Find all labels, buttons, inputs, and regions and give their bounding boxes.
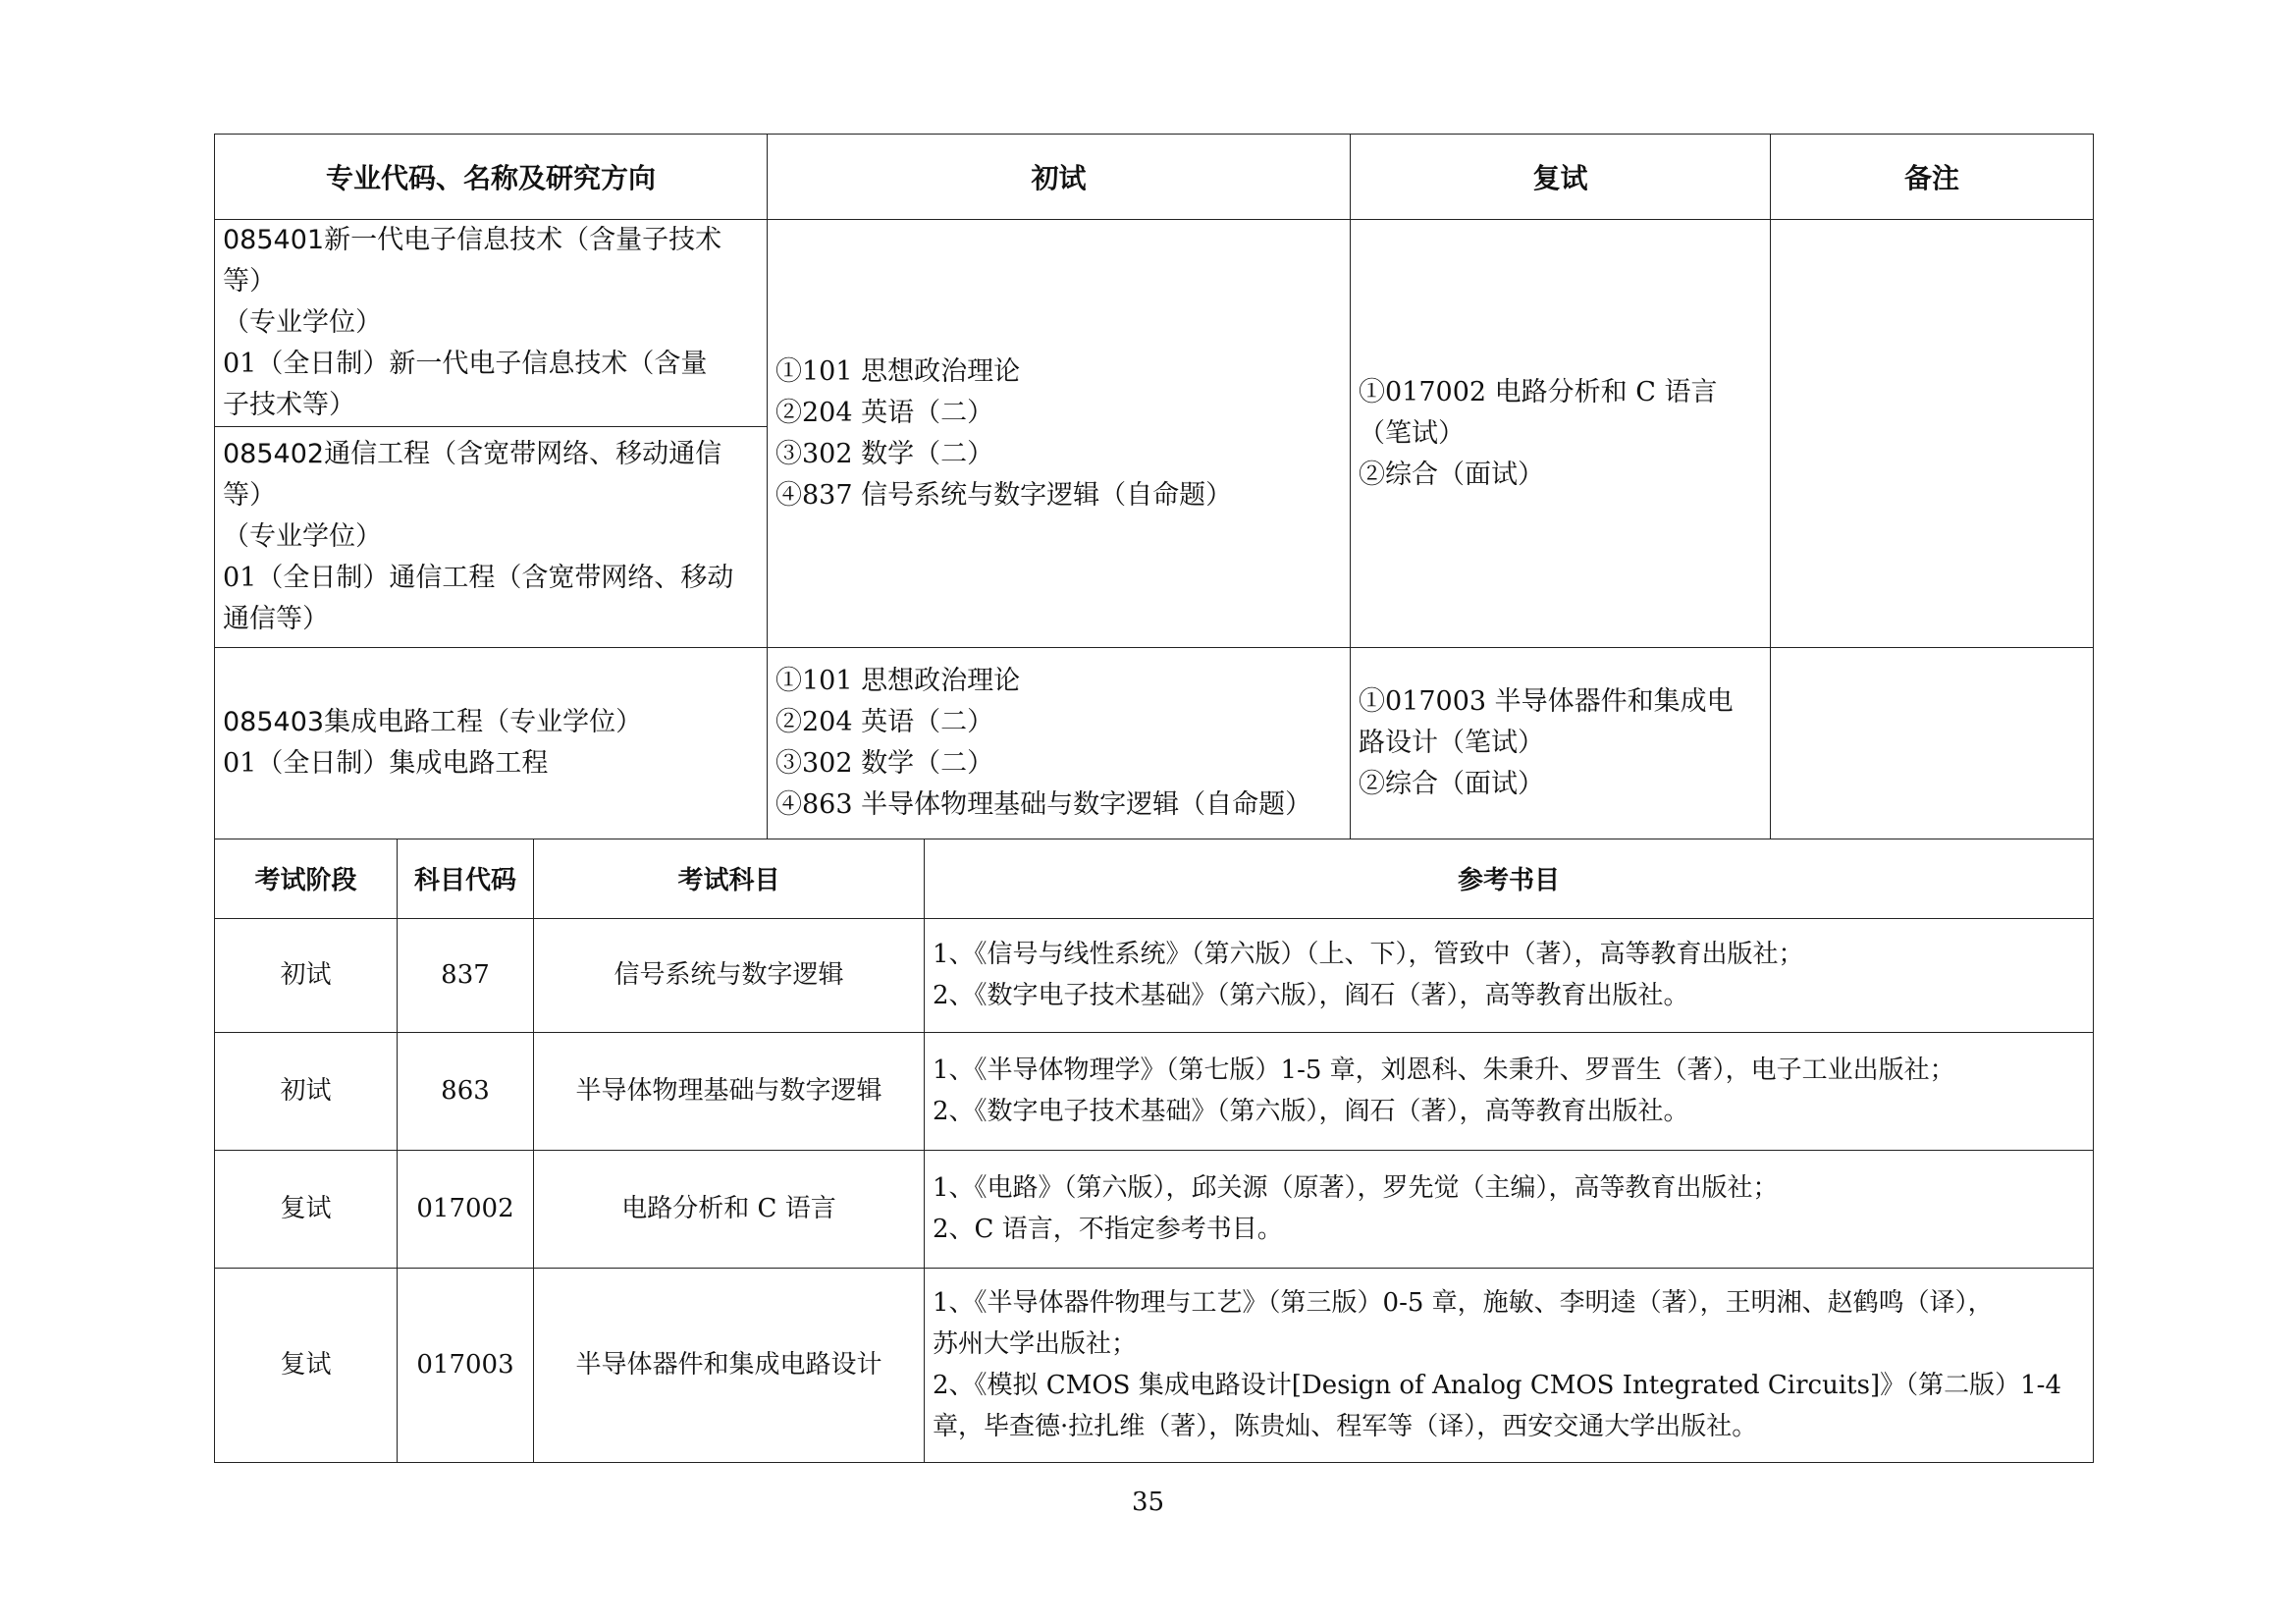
subject-cell: 半导体物理基础与数字逻辑 [534,1032,925,1150]
program-row [215,648,2094,839]
stage-cell: 复试 [215,1150,398,1268]
retest-item: ①017002 电路分析和 C 语言 [1359,376,1718,407]
exam-item: ③302 数学（二） [775,438,994,469]
program-cell [215,427,768,648]
initial-exam-cell [768,648,1351,839]
page-content [214,134,2093,1463]
exam-item: ②204 英语（二） [775,707,994,737]
exam-item: ②204 英语（二） [775,397,994,428]
subject-cell: 电路分析和 C 语言 [534,1150,925,1268]
reference-line: 2、《数字电子技术基础》（第六版），阎石（著），高等教育出版社。 [933,1097,1689,1126]
program-title: 085402通信工程（含宽带网络、移动通信等） [223,439,722,511]
table-row [215,1150,2094,1268]
retest-cell [1351,648,1771,839]
reference-line: 2、《数字电子技术基础》（第六版），阎石（著），高等教育出版社。 [933,981,1689,1010]
exam-item: ③302 数学（二） [775,748,994,779]
table-row [215,918,2094,1032]
header-references: 参考书目 [925,839,2094,918]
program-degree: （专业学位） [223,521,382,552]
code-cell: 017003 [398,1268,534,1462]
header-retest: 复试 [1351,135,1771,220]
program-cell [215,648,768,839]
stage-cell: 复试 [215,1268,398,1462]
references-cell [925,1032,2094,1150]
code-cell: 837 [398,918,534,1032]
retest-item: 路设计（笔试） [1359,728,1544,758]
references-cell [925,918,2094,1032]
reference-line: 苏州大学出版社； [933,1329,1138,1359]
reference-line: 2、C 语言，不指定参考书目。 [933,1215,1283,1244]
retest-item: ②综合（面试） [1359,769,1544,799]
program-table-header [215,135,2094,220]
references-cell [925,1268,2094,1462]
exam-item: ④863 半导体物理基础与数字逻辑（自命题） [775,789,1312,820]
program-table [214,134,2094,839]
program-title: 085401新一代电子信息技术（含量子技术等） [223,225,722,297]
references-cell [925,1150,2094,1268]
reference-line: 2、《模拟 CMOS 集成电路设计[Design of Analog CMOS Integrated Circuits]》（第二版）1-4 [933,1371,2061,1400]
program-cell [215,220,768,427]
subject-cell: 半导体器件和集成电路设计 [534,1268,925,1462]
retest-item: ①017003 半导体器件和集成电 [1359,686,1734,717]
reference-line: 1、《半导体器件物理与工艺》（第三版）0-5 章，施敏、李明逵（著），王明湘、赵鹤鸣（译）， [933,1288,1994,1318]
retest-cell [1351,220,1771,648]
header-remarks: 备注 [1771,135,2094,220]
code-cell: 017002 [398,1150,534,1268]
header-stage: 考试阶段 [215,839,398,918]
exam-item: ①101 思想政治理论 [775,355,1021,387]
program-direction: 通信等） [223,604,329,634]
program-direction: 01（全日制）新一代电子信息技术（含量 [223,349,708,379]
subject-cell: 信号系统与数字逻辑 [534,918,925,1032]
header-code: 科目代码 [398,839,534,918]
exam-item: ①101 思想政治理论 [775,666,1021,696]
header-subject: 考试科目 [534,839,925,918]
header-program: 专业代码、名称及研究方向 [215,135,768,220]
retest-item: （笔试） [1359,417,1465,449]
program-title: 085403集成电路工程（专业学位） [223,707,643,737]
reference-table [214,839,2094,1463]
reference-line: 1、《半导体物理学》（第七版）1-5 章，刘恩科、朱秉升、罗晋生（著），电子工业出版社； [933,1056,1955,1085]
initial-exam-cell [768,220,1351,648]
stage-cell: 初试 [215,1032,398,1150]
reference-line: 1、《电路》（第六版），邱关源（原著），罗先觉（主编），高等教育出版社； [933,1173,1779,1203]
page-number: 35 [1131,1488,1165,1517]
program-direction: 01（全日制）集成电路工程 [223,748,549,779]
program-row [215,220,2094,427]
program-degree: （专业学位） [223,307,382,338]
program-direction: 01（全日制）通信工程（含宽带网络、移动 [223,563,734,593]
header-initial-exam: 初试 [768,135,1351,220]
stage-cell: 初试 [215,918,398,1032]
retest-item: ②综合（面试） [1359,459,1544,490]
code-cell: 863 [398,1032,534,1150]
program-direction: 子技术等） [223,390,355,420]
remarks-cell [1771,220,2094,648]
reference-line: 章，毕查德·拉扎维（著），陈贵灿、程军等（译），西安交通大学出版社。 [933,1412,1758,1441]
table-row [215,1032,2094,1150]
table-row [215,1268,2094,1462]
reference-table-header [215,839,2094,918]
reference-line: 1、《信号与线性系统》（第六版）（上、下），管致中（著），高等教育出版社； [933,940,1804,969]
remarks-cell [1771,648,2094,839]
exam-item: ④837 信号系统与数字逻辑（自命题） [775,479,1233,511]
